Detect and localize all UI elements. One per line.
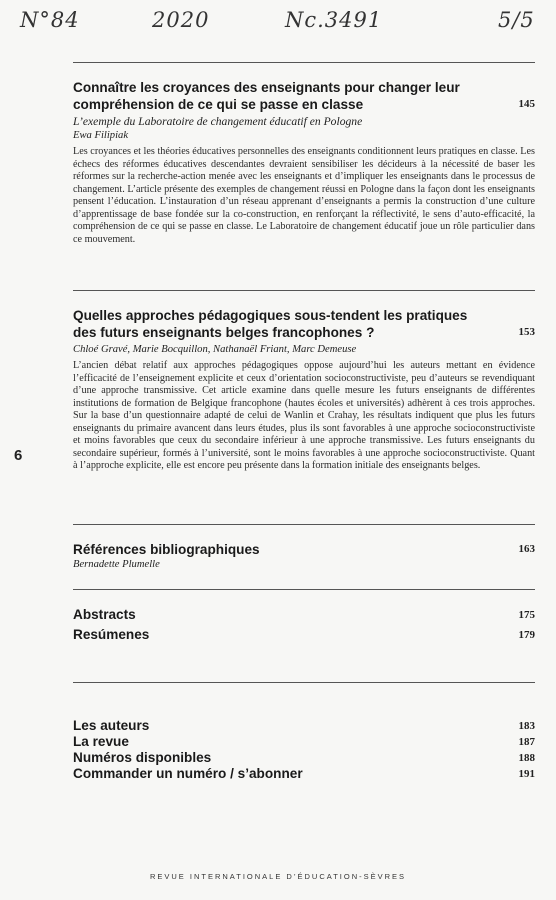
journal-footer: REVUE INTERNATIONALE D’ÉDUCATION-SÈVRES — [149, 872, 407, 881]
les-auteurs-page-number: 183 — [518, 720, 535, 732]
handwritten-fraction: 5/5 — [498, 8, 535, 32]
divider — [73, 589, 535, 590]
divider — [73, 524, 535, 525]
toc-numeros-disponibles: Numéros disponibles — [73, 750, 212, 765]
article-page-number: 153 — [518, 326, 535, 338]
toc-resumenes: Resúmenes — [73, 627, 150, 642]
page-number: 6 — [14, 447, 23, 464]
references-author: Bernadette Plumelle — [73, 559, 160, 570]
references-title: Références bibliographiques — [73, 542, 260, 557]
article-author: Ewa Filipiak — [73, 130, 129, 141]
article-title: Quelles approches pédagogiques sous-tendent les pratiques des futurs enseignants belges francophones ? — [73, 308, 468, 340]
toc-article-1 — [73, 79, 535, 246]
toc-references — [73, 541, 535, 572]
handwritten-year: 2020 — [152, 8, 210, 32]
toc-commander: Commander un numéro / s’abonner — [73, 766, 303, 781]
toc-abstracts: Abstracts — [73, 607, 136, 622]
toc-les-auteurs: Les auteurs — [73, 718, 150, 733]
article-author: Chloé Gravé, Marie Bocquillon, Nathanaël Friant, Marc Demeuse — [73, 344, 357, 355]
divider — [73, 62, 535, 63]
resumenes-page-number: 179 — [518, 629, 535, 641]
article-abstract: Les croyances et les théories éducatives personnelles des enseignants conditionnent leurs pratiques en classe. Les échecs des réformes éducatives descendantes devraient sensibiliser les décideurs à la nécessité de baser les réformes sur la recherche-action menée avec les enseignants et d’impliquer les enseignants dans le processus de changement. L’article présente des exemples de changement réussi en Pologne dans la façon dont les enseignants pensent l’éducation. L’instauration d’un réseau apprenant d’enseignants a permis la construction d’une culture d’apprentissage de base fondée sur la co-construction, en renforçant la réflectivité, le sens d’auto-efficacité, la compréhension de ce qui se passe en classe. Le Laboratoire de changement éducatif joue un rôle particulier dans ce mouvement. — [73, 146, 535, 245]
article-abstract: L’ancien débat relatif aux approches pédagogiques oppose aujourd’hui les auteurs mettant en évidence l’efficacité de l’enseignement explicite et ceux d’orientation socioconstructiviste, peu d’auteurs se revendiquant d’une approche transmissive. Cet article examine dans quelle mesure les futurs enseignants de différentes institutions de formation de Belgique francophone (hautes écoles et universités) adhèrent à ces trois approches. Sur la base d’un questionnaire adapté de celui de Wanlin et Crahay, les résultats indiquent que plus les futurs enseignants du primaire avancent dans leurs études, plus ils sont favorables à une approche socioconstructiviste et moins favorables que ceux du secondaire inférieur à une approche transmissive. Les futurs enseignants du secondaire supérieur, formés à l’université, sont le moins favorables à une approche socioconstructiviste. Quant à l’approche explicite, elle est encore peu présente dans la formation initiale des enseignants belges. — [73, 360, 535, 471]
toc-la-revue: La revue — [73, 734, 129, 749]
toc-article-2 — [73, 307, 535, 473]
commander-page-number: 191 — [518, 768, 535, 780]
handwritten-issue-number: N°84 — [20, 8, 80, 32]
numeros-disponibles-page-number: 188 — [518, 752, 535, 764]
divider — [73, 682, 535, 683]
la-revue-page-number: 187 — [518, 736, 535, 748]
divider — [73, 290, 535, 291]
article-subtitle: L’exemple du Laboratoire de changement éducatif en Pologne — [73, 115, 363, 128]
article-title: Connaître les croyances des enseignants pour changer leur compréhension de ce qui se passe en classe — [73, 80, 460, 112]
article-page-number: 145 — [518, 98, 535, 110]
abstracts-page-number: 175 — [518, 609, 535, 621]
handwritten-reference: Nc.3491 — [285, 8, 383, 32]
references-page-number: 163 — [518, 543, 535, 555]
